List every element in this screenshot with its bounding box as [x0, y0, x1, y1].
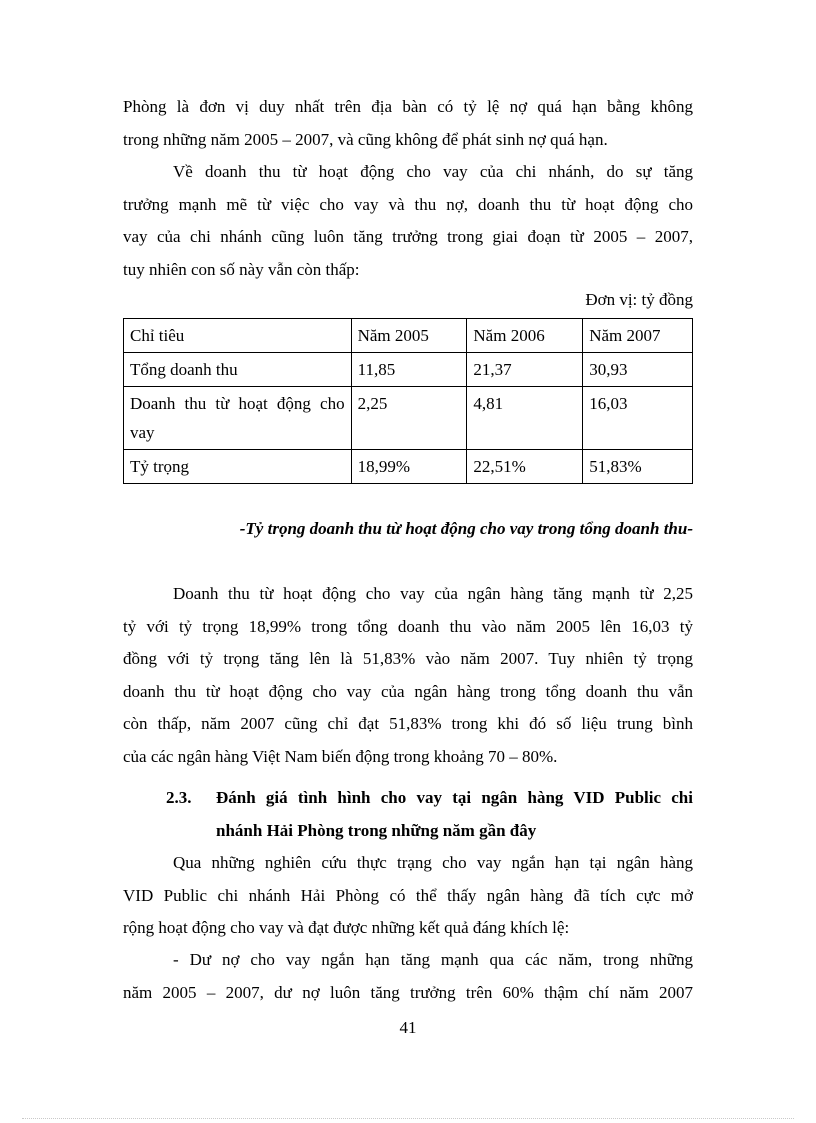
- table-cell: Tổng doanh thu: [124, 353, 352, 387]
- table-row: [124, 387, 693, 450]
- text-line: của các ngân hàng Việt Nam biến động trong khoảng 70 – 80%.: [123, 746, 558, 766]
- text-line: trưởng mạnh mẽ từ việc cho vay và thu nợ, doanh thu từ hoạt động cho: [123, 194, 693, 214]
- table-header-cell: Năm 2006: [467, 319, 583, 353]
- text-line: Phòng là đơn vị duy nhất trên địa bàn có tỷ lệ nợ quá hạn bằng không: [123, 97, 693, 116]
- table-header-cell: Chỉ tiêu: [124, 319, 352, 353]
- table-cell: Tỷ trọng: [124, 450, 352, 484]
- page-number: 41: [399, 1018, 417, 1037]
- table-cell: 21,37: [467, 353, 583, 387]
- table-cell: 11,85: [351, 353, 467, 387]
- paragraph-revenue-analysis: [123, 578, 693, 773]
- table-cell: 2,25: [351, 387, 467, 450]
- table-cell: 22,51%: [467, 450, 583, 484]
- section-title-line: nhánh Hải Phòng trong những năm gần đây: [216, 820, 537, 840]
- text-line: tỷ với tỷ trọng 18,99% trong tổng doanh thu vào năm 2005 lên 16,03 tỷ: [123, 616, 693, 636]
- table-cell: 16,03: [583, 387, 693, 450]
- paragraph-lending-revenue: [123, 156, 693, 286]
- text-line: doanh thu từ hoạt động cho vay của ngân hàng trong tổng doanh thu vẫn: [123, 681, 693, 701]
- section-heading: [166, 782, 693, 847]
- table-cell: 4,81: [467, 387, 583, 450]
- table-header-cell: Năm 2005: [351, 319, 467, 353]
- table-cell: 30,93: [583, 353, 693, 387]
- paragraph-short-term-loans: [123, 944, 693, 1009]
- text-line: VID Public chi nhánh Hải Phòng có thể thấy ngân hàng đã tích cực mở: [123, 885, 693, 905]
- table-cell: 18,99%: [351, 450, 467, 484]
- table-row: [124, 353, 693, 387]
- unit-label: Đơn vị: tỷ đồng: [585, 290, 693, 309]
- paragraph-assessment: [123, 847, 693, 945]
- text-line: Doanh thu từ hoạt động cho vay của ngân hàng tăng mạnh từ 2,25: [173, 584, 693, 603]
- table-caption: -Tỷ trọng doanh thu từ hoạt động cho vay trong tổng doanh thu-: [239, 519, 693, 538]
- text-line: đồng với tỷ trọng tăng lên là 51,83% vào năm 2007. Tuy nhiên tỷ trọng: [123, 649, 693, 668]
- text-line: Về doanh thu từ hoạt động cho vay của chi nhánh, do sự tăng: [173, 162, 693, 181]
- revenue-table: [123, 318, 693, 484]
- text-line: còn thấp, năm 2007 cũng chỉ đạt 51,83% trong khi đó số liệu trung bình: [123, 714, 693, 733]
- section-title-line: Đánh giá tình hình cho vay tại ngân hàng VID Public chi: [216, 788, 693, 807]
- table-header-row: [124, 319, 693, 353]
- text-line: rộng hoạt động cho vay và đạt được những kết quả đáng khích lệ:: [123, 918, 570, 937]
- text-line: Qua những nghiên cứu thực trạng cho vay ngắn hạn tại ngân hàng: [173, 853, 693, 872]
- text-line: trong những năm 2005 – 2007, và cũng không để phát sinh nợ quá hạn.: [123, 129, 608, 149]
- section-number: 2.3.: [166, 788, 192, 807]
- table-cell: Doanh thu từ hoạt động cho vay: [124, 387, 352, 450]
- text-line: năm 2005 – 2007, dư nợ luôn tăng trưởng trên 60% thậm chí năm 2007: [123, 982, 693, 1002]
- text-line: tuy nhiên con số này vẫn còn thấp:: [123, 259, 360, 279]
- table-cell: 51,83%: [583, 450, 693, 484]
- text-line: vay của chi nhánh cũng luôn tăng trưởng trong giai đoạn từ 2005 – 2007,: [123, 227, 693, 246]
- table-header-cell: Năm 2007: [583, 319, 693, 353]
- text-line: - Dư nợ cho vay ngắn hạn tăng mạnh qua các năm, trong những: [173, 950, 693, 969]
- paragraph-nonperforming-loans: [123, 91, 693, 156]
- table-row: [124, 450, 693, 484]
- page-border-divider: [22, 1118, 794, 1119]
- section-title: [216, 782, 693, 847]
